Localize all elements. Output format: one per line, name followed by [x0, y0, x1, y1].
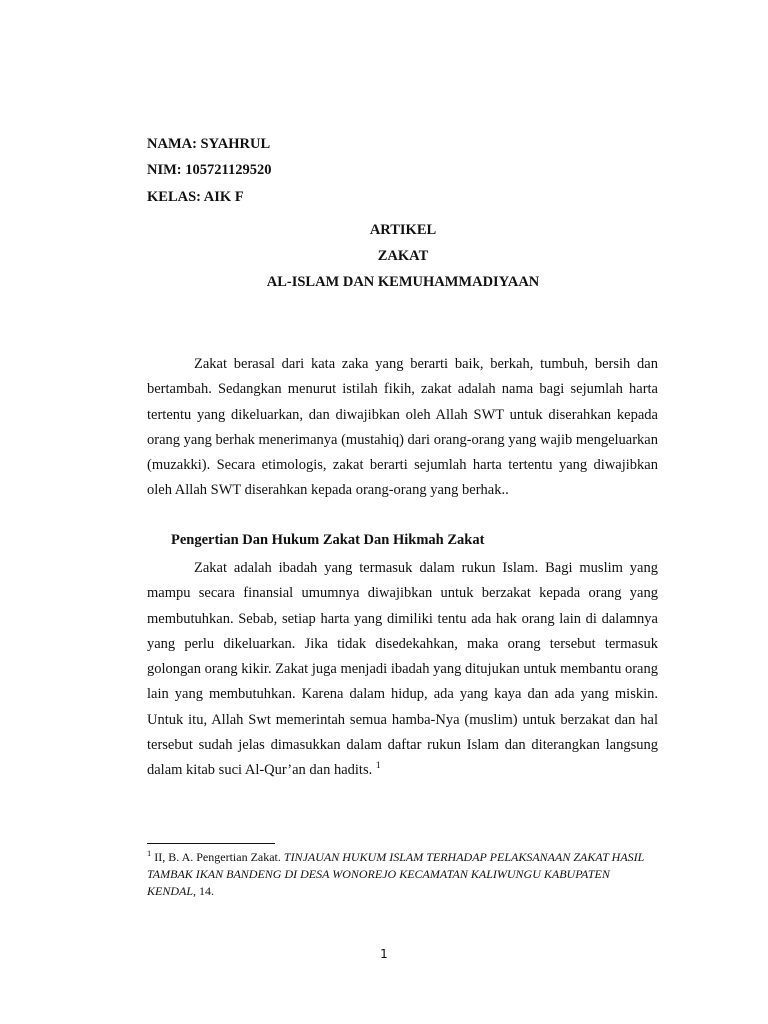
body-paragraph-text: Zakat adalah ibadah yang termasuk dalam rukun Islam. Bagi muslim yang mampu secara finansial umumnya diwajibkan untuk berzakat kepada orang yang membutuhkan. Sebab, setiap harta yang dimiliki tentu ada hak orang lain di dalamnya yang perlu dikeluarkan. Jika tidak disedekahkan, maka orang tersebut termasuk golongan orang kikir. Zakat juga menjadi ibadah yang ditujukan untuk membantu orang lain yang membutuhkan. Karena dalam hidup, ada yang kaya dan ada yang miskin. Untuk itu, Allah Swt memerintah semua hamba-Nya (muslim) untuk berzakat dan hal tersebut sudah jelas dimasukkan dalam daftar rukun Islam dan diterangkan langsung dalam kitab suci Al-Qur’an dan hadits.	[147, 560, 658, 779]
body-paragraph	[147, 556, 658, 784]
student-name: NAMA: SYAHRUL	[147, 136, 271, 152]
intro-paragraph-text: Zakat berasal dari kata zaka yang berarti baik, berkah, tumbuh, bersih dan bertambah. Sedangkan menurut istilah fikih, zakat adalah nama bagi sejumlah harta tertentu yang dikeluarkan, dan diwajibkan oleh Allah SWT untuk diserahkan kepada orang yang berhak menerimanya (mustahiq) dari orang-orang yang wajib mengeluarkan (muzakki). Secara etimologis, zakat berarti sejumlah harta tertentu yang diwajibkan oleh Allah SWT diserahkan kepada orang-orang yang berhak..	[147, 356, 658, 499]
footnote-title: TINJAUAN HUKUM ISLAM TERHADAP PELAKSANAAN ZAKAT HASIL TAMBAK IKAN BANDENG DI DESA WONOREJO KECAMATAN KALIWUNGU KABUPATEN KENDAL	[147, 850, 645, 898]
intro-paragraph	[147, 352, 658, 504]
title-artikel: ARTIKEL	[369, 222, 437, 238]
page-number: 1	[380, 947, 388, 961]
student-class: KELAS: AIK F	[147, 189, 244, 205]
footnote-suffix: , 14.	[193, 884, 215, 898]
footnote-prefix: II, B. A. Pengertian Zakat.	[154, 850, 281, 864]
footnote-mark: 1	[147, 848, 152, 858]
title-zakat: ZAKAT	[377, 248, 429, 264]
title-block	[147, 217, 659, 295]
footnote-reference[interactable]: 1	[375, 761, 381, 772]
footnote	[147, 849, 652, 900]
footnote-divider	[147, 843, 275, 844]
section-heading: Pengertian Dan Hukum Zakat Dan Hikmah Zakat	[171, 532, 485, 548]
student-id: NIM: 105721129520	[147, 162, 272, 178]
title-subject: AL-ISLAM DAN KEMUHAMMADIYAAN	[266, 274, 540, 290]
